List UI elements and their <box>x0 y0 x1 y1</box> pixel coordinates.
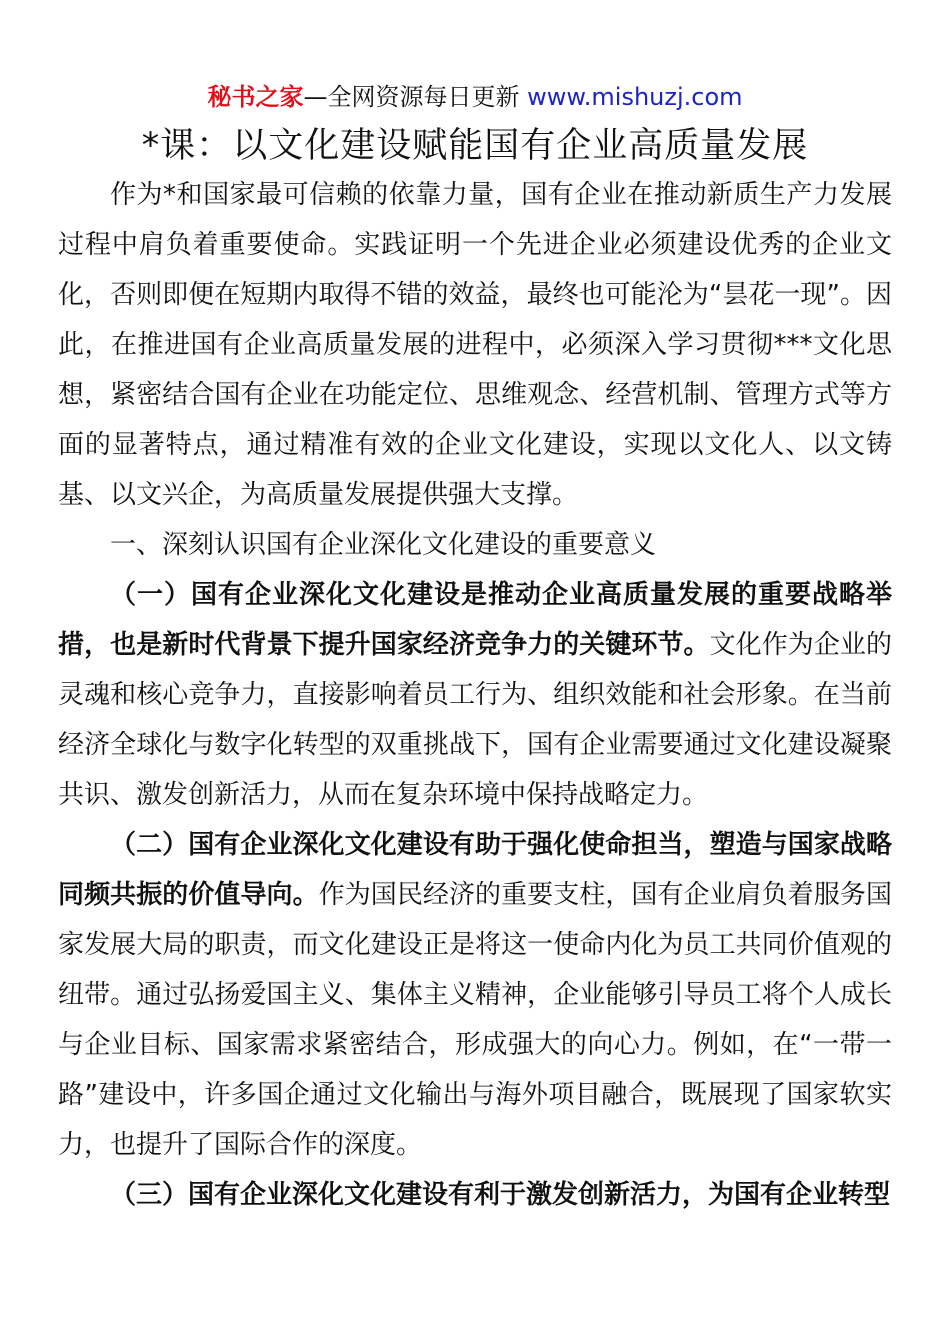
paragraph-2-body: 作为国民经济的重要支柱，国有企业肩负着服务国家发展大局的职责，而文化建设正是将这一使命内化为员工共同价值观的纽带。通过弘扬爱国主义、集体主义精神，企业能够引导员工将个人成长与企业目标、国家需求紧密结合，形成强大的向心力。例如，在“一带一路”建设中，许多国企通过文化输出与海外项目融合，既展现了国家软实力，也提升了国际合作的深度。 <box>58 880 892 1160</box>
paragraph-3-lead: （三）国有企业深化文化建设有利于激发创新活力，为国有企业转型 <box>110 1180 891 1210</box>
paragraph-2 <box>58 820 892 1170</box>
intro-paragraph: 作为*和国家最可信赖的依靠力量，国有企业在推动新质生产力发展过程中肩负着重要使命。实践证明一个先进企业必须建设优秀的企业文化，否则即便在短期内取得不错的效益，最终也可能沦为“昙花一现”。因此，在推进国有企业高质量发展的进程中，必须深入学习贯彻***文化思想，紧密结合国有企业在功能定位、思维观念、经营机制、管理方式等方面的显著特点，通过精准有效的企业文化建设，实现以文化人、以文铸基、以文兴企，为高质量发展提供强大支撑。 <box>58 180 892 510</box>
section-heading: 一、深刻认识国有企业深化文化建设的重要意义 <box>110 530 657 560</box>
paragraph-2-lead: （二）国有企业深化文化建设有助于强化使命担当，塑造与国家战略同频共振的价值导向。 <box>58 830 892 910</box>
site-url-link[interactable]: www.mishuzj.com <box>527 83 743 111</box>
paragraph-1-lead: （一）国有企业深化文化建设是推动企业高质量发展的重要战略举措，也是新时代背景下提升国家经济竞争力的关键环节。 <box>58 580 892 660</box>
brand-name: 秘书之家 <box>207 83 304 111</box>
header-slogan: —全网资源每日更新 <box>303 83 520 111</box>
document-title: *课：以文化建设赋能国有企业高质量发展 <box>141 126 809 166</box>
site-header <box>0 80 950 114</box>
paragraph-1 <box>58 570 892 820</box>
paragraph-3 <box>58 1170 892 1220</box>
document-body <box>58 170 892 1220</box>
paragraph-1-body: 文化作为企业的灵魂和核心竞争力，直接影响着员工行为、组织效能和社会形象。在当前经济全球化与数字化转型的双重挑战下，国有企业需要通过文化建设凝聚共识、激发创新活力，从而在复杂环境中保持战略定力。 <box>58 630 892 810</box>
